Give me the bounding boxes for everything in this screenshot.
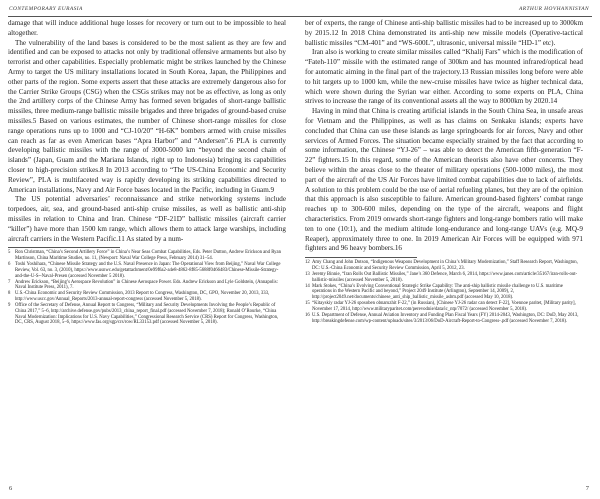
- footnote-text: Andrew Erickson, “Beijing’s Aerospace Revolution” in Chinese Aerospace Power. Eds. Andrew Erickson and Lyle Goldstein, (Annapolis: Naval Institute Press, 2011), 7.: [15, 279, 278, 291]
- footnote-number: 7: [8, 279, 11, 285]
- footnote-rule: [8, 247, 120, 248]
- left-page-number: 6: [9, 485, 13, 492]
- footnote-text: Ron Christman, “China’s Second Artillery Force” in China’s Near Seas Combat Capabilities, Eds. Peter Dutton, Andrew Erickson and Ryan Martinson, China Maritime Studies, no. 11, (Newport: Naval War College Press, February 2014) 31–54.: [15, 250, 282, 262]
- footnote-number: 5: [8, 250, 11, 256]
- footnote-text: “Kitayskiy radar YJ-26 sposoben obnaruzhit F-22,” (in Russian), [Chinese YJ-26 radar can detect F-22], Voennoe paritet, [Military parity], November 17, 2014, http://www.militaryparitet.com/perevodnie/data/ic_ntp/7072/ (accessed November 5, 2018).: [312, 301, 576, 312]
- paragraph: ber of experts, the range of Chinese anti-ship ballistic missiles had to be increased up to 3000km by 2015.12 In 2018 China demonstrated its anti-ship new missile models (Operative-tactical ballistic missiles “CM-401” and “WS-600L”, ultrasonic, universal missile “HD-1” etc).: [305, 19, 583, 47]
- footnote-text: Amy Chang and John Dotson, “Indigenous Weapons Development in China’s Military Modernization,” Staff Research Report, Washington, DC: U.S.-China Economic and Security Review Commission, April 5, 2012, 23.: [312, 260, 578, 271]
- right-body-text: [305, 19, 583, 254]
- footnote-number: 13: [305, 271, 310, 277]
- footnote: [305, 313, 583, 325]
- paragraph: Iran also is working to create similar missiles called “Khalij Fars” which is the modification of “Fateh-110” missile with the estimated range of 300km and has mounted infrared/optical head for automatic aiming in the final part of the trajectory.13 Russian missiles long before were able to hit targets up to 1000 km, while the new-cruise missiles have twice as higher technical data, which were shown during the Syrian war either. According to some experts on PLA, China strives to increase the range of its conventional assets all the way to 8000km by 2020.14: [305, 48, 583, 106]
- footnote-number: 8: [8, 291, 11, 297]
- footnote-number: 9: [8, 302, 11, 308]
- paragraph: damage that will induce additional huge losses for recovery or turn out to be impossible to heal altogether.: [8, 19, 286, 37]
- footnote-text: U.S. Department of Defense, Annual Aviation Inventory and Funding Plan Fiscal Years (FY) 2014-2043, Washington, DC: DoD, May 2013, http://breakingdefense.com/wp-content/uploads/sites/3/2013/06/DoD-Aircraft-Report-to-Congress-.pdf (accessed November 7, 2018).: [312, 312, 579, 324]
- paragraph: The US potential adversaries’ reconnaissance and strike networking systems include torpedoes, air, sea, and ground-based anti-ship cruise missiles, as well as ballistic anti-ship missiles in relation to China and Iran. Chinese “DF-21D” ballistic missiles (aircraft carrier “killer”) have more than 1500 km range, which allows them to attack large warships, including aircraft carriers in the Western Pacific.11 As stated by a num-: [8, 195, 286, 243]
- footnote: [305, 272, 583, 284]
- footnote-text: U.S.-China Economic and Security Review Commission, 2013 Report to Congress, Washington, DC, GPO, November 20, 2013, 333, http://www.uscc.gov/Annual_Reports/2013-annual-report-congress (accessed November 5, 2018).: [15, 291, 270, 303]
- left-column: [8, 19, 286, 326]
- footnote: [8, 262, 286, 280]
- footnote: [8, 303, 286, 326]
- footnote: [8, 280, 286, 292]
- footnote-number: 12: [305, 260, 310, 266]
- right-running-head: ARTHUR HOVHANNISYAN: [518, 6, 589, 12]
- footnote-number: 14: [305, 283, 310, 289]
- footnote-text: Jeremy Binnie, “Iran Rolls Out Ballistic Missiles,” Jane’s 360 Defence, March 6, 2014, https://www.janes.com/article/35167/iran-rolls-out-ballistic-missiles (accessed November 5, 2018).: [312, 271, 578, 283]
- footnote-text: Office of the Secretary of Defense, Annual Report to Congress, “Military and Security Developments Involving the People’s Republic of China 2017,” 5–6, http://archive.defense.gov/pubs/2013_china_report_final.pdf (accessed November 7, 2018); Ronald O’Rourke, “China Naval Modernization: Implications for U.S. Navy Capabilities,” Congressional Research Service (CRS) Report for Congress, Washington, DC, CRS, August 2018, 5–6, https://www.fas.org/sgp/crs/row/RL33153.pdf (accessed November 5, 2018).: [15, 302, 279, 326]
- left-running-head: CONTEMPORARY EURASIA: [9, 6, 83, 12]
- footnote-number: 6: [8, 262, 11, 268]
- left-footnotes: [8, 250, 286, 326]
- footnote: [8, 250, 286, 262]
- header-rule: [8, 16, 592, 17]
- footnote-rule: [305, 257, 417, 258]
- paragraph: The vulnerability of the land bases is considered to be the most salient as they are few and identified and can be exposed to attacks not only by traditional offensive armaments but also by terrorist and other capabilities. Especially problematic might be strikes launched by the Chinese Army to target the US military installations located in South Korea, Japan, the Philippines and other parts of the region. Some experts assert that these attacks are extremely dangerous also for the Carrier Strike Groups (CSG) when the CSGs strikes may not be as effective, as long as only the 2nd artillery corps of the Chinese Army has formed seven brigades of short-range ballistic missiles, three medium-range ballistic missile brigades and three brigades of ground-based cruise missiles.5 Based on various estimates, the number of Chinese short-range missiles for close range operations runs up to 1000 and “CJ-10/20” “H-6K” bombers armed with cruise missiles can reach as far as even American bases “Apra Harbor” and “Andersen”.6 PLA is currently developing ballistic missiles with the range of 3000-5000 km “beyond the second chain of islands” (Japan, Guam and the Mariana Islands, right up to Indonesia) bringing its capabilities closer to high-precision strikes.8 In 2013 according to “The US-China Economic and Security Review”, PLA is multifaceted way is rapidly developing its striking capabilities directed to American installations, Navy and Air Force bases located in the Pacific, including in Guam.9: [8, 38, 287, 194]
- right-column: [305, 19, 583, 324]
- footnote-text: Mark Stokes, “China’s Evolving Conventional Strategic Strike Capability: The anti-ship ballistic missile challenge to U.S. maritime operations in the Western Pacific and beyond,” Project 2049 Institute (Arlington), September 14, 2009), 2, http://project2049.net/documents/chinese_anti_ship_ballistic_missile_asbm.pdf (accessed May 10, 2018).: [312, 283, 563, 301]
- right-page-number: 7: [585, 485, 589, 492]
- footnote-number: 16: [305, 312, 310, 318]
- footnote-number: 15: [305, 301, 310, 307]
- footnote-text: Toshi Yoshihara, “Chinese Missile Strategy and the U.S. Naval Presence in Japan: The Operational View from Beijing,” Naval War College Review, Vol. 63, no. 3, (2010), https://www.usnwc.edu/getattachment/0e99f6a2-a4e8-4862-8f85-5688f0466483/Chinese-Missile-Strategy-and-the-U-S--Naval-Presen (accessed November 5 2018).: [15, 262, 281, 279]
- footnote: [8, 291, 286, 303]
- right-footnotes: [305, 260, 583, 324]
- footnote: [305, 260, 583, 272]
- paragraph: Having in mind that China is creating artificial islands in the South China Sea, in unsafe areas for Vietnam and the Philippines, as well as has claims on Senkaku islands; experts have concluded that China can use these islands as large springboards for air forces, Navy and other services of Armed Forces. The situation became especially strained by the fact that according to some information, the Chinese “YJ-26” – was able to detect the American fifth-generation “F-22” fighters.15 In this regard, some of the American theorists also have other concerns. They believe within the areas close to the theater of military operations (500-1000 miles), the most part of the aircraft of the US Air Forces have limited combat capabilities due to lack of airfields. A solution to this problem could be the use of aerial refueling planes, but they are of the opinion that this approach is also susceptible to failure. American ground-based fighters’ combat range reaches up to 300-600 miles, depending on the type of the aircraft, weapons and flight characteristics. From 2019 onwards short-range fighters and long-range bombers ratio will make ten to one (10:1), and the medium altitude long-endurance and long-range UAVs (e.g. MQ-9 Reaper), approximately three to one. In 2019 American Air Forces will be equipped with 971 fighters and 96 heavy bombers.16: [305, 107, 583, 253]
- left-body-text: [8, 19, 286, 244]
- footnote: [305, 301, 583, 313]
- footnote: [305, 284, 583, 302]
